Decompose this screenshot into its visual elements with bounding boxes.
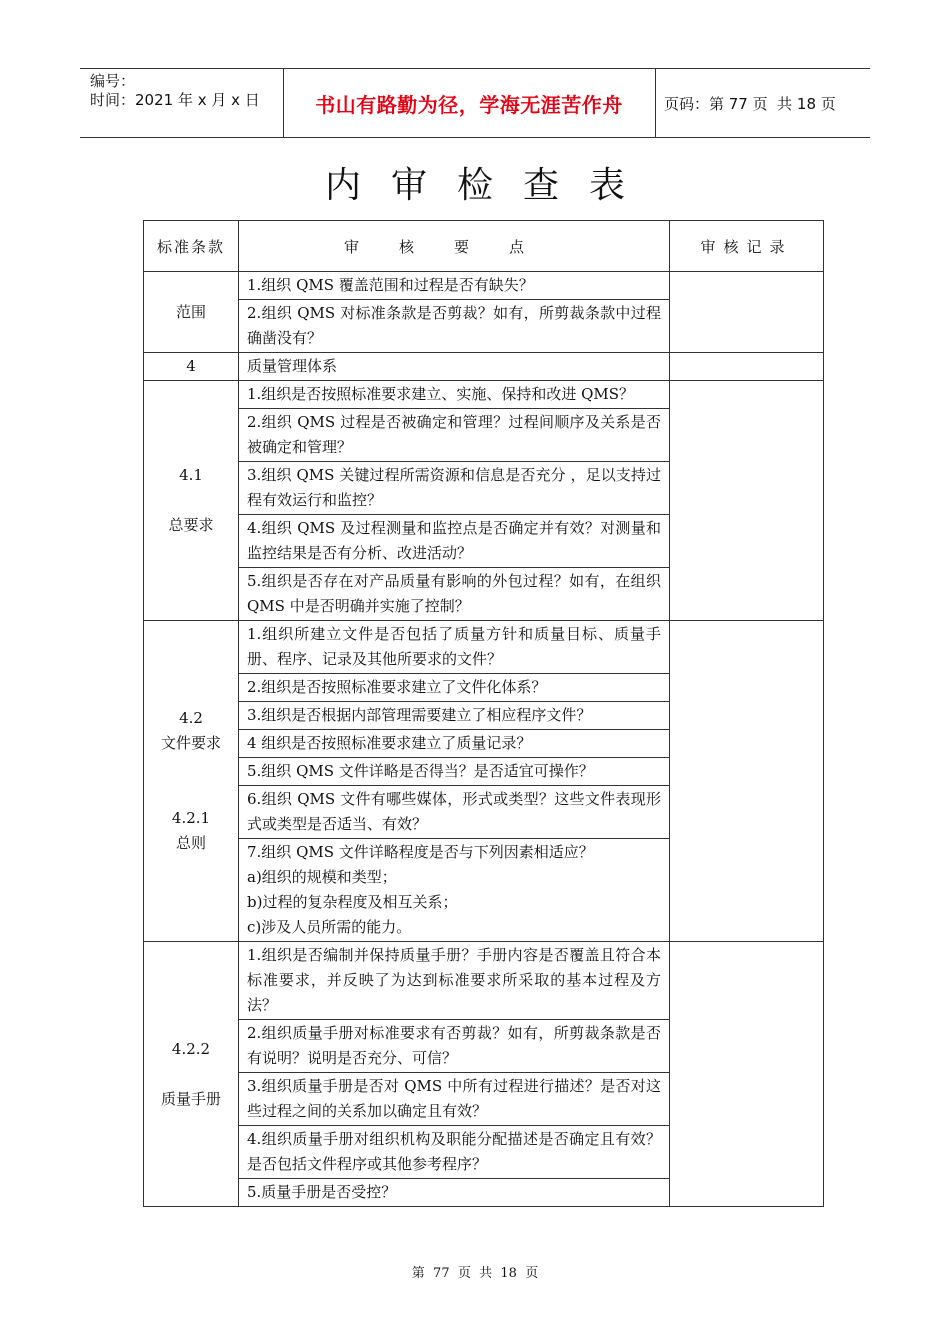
document-number-label: 编号： — [90, 72, 136, 90]
page-title: 内审检查表 — [324, 165, 655, 206]
audit-point-item: a)组织的规模和类型； — [247, 868, 397, 886]
audit-point: 2.组织 QMS 对标准条款是否剪裁？如有，所剪裁条款中过程确凿没有？ — [239, 300, 670, 353]
header-divider — [655, 69, 656, 137]
clause-cell: 范围 — [144, 272, 239, 353]
audit-point-item: c)涉及人员所需的能力。 — [247, 918, 412, 936]
audit-point: 2.组织是否按照标准要求建立了文件化体系？ — [239, 674, 670, 702]
audit-point: 4.组织质量手册对组织机构及职能分配描述是否确定且有效？是否包括文件程序或其他参考程序？ — [239, 1126, 670, 1179]
page-footer: 第 77 页 共 18 页 — [411, 1266, 539, 1281]
table-row — [144, 272, 824, 300]
clause-name: 文件要求 — [160, 734, 221, 752]
table-row — [144, 942, 824, 1020]
audit-point: 1.组织所建立文件是否包括了质量方针和质量目标、质量手册、程序、记录及其他所要求的文件？ — [239, 621, 670, 674]
header-clause: 标准条款 — [144, 221, 239, 272]
header-motto: 书山有路勤为径，学海无涯苦作舟 — [315, 92, 623, 117]
audit-point: 5.组织 QMS 文件详略是否得当？是否适宜可操作？ — [239, 758, 670, 786]
record-cell[interactable] — [670, 272, 824, 353]
header-audit-points: 审核要点 — [239, 221, 670, 272]
subclause-name: 总则 — [175, 834, 206, 852]
clause-cell — [144, 381, 239, 621]
record-cell[interactable] — [670, 621, 824, 942]
audit-point: 3.组织质量手册是否对 QMS 中所有过程进行描述？是否对这些过程之间的关系加以确定且有效？ — [239, 1073, 670, 1126]
clause-cell: 4 — [144, 353, 239, 381]
audit-point: 1.组织是否编制并保持质量手册？手册内容是否覆盖且符合本标准要求，并反映了为达到标准要求所采取的基本过程及方法？ — [239, 942, 670, 1020]
audit-point — [239, 839, 670, 942]
audit-point: 3.组织 QMS 关键过程所需资源和信息是否充分 ，足以支持过程有效运行和监控？ — [239, 462, 670, 515]
clause-cell — [144, 621, 239, 942]
audit-checklist-table — [143, 220, 824, 1207]
clause-number: 4.1 — [179, 466, 203, 484]
audit-point: 5.组织是否存在对产品质量有影响的外包过程？如有，在组织 QMS 中是否明确并实施了控制？ — [239, 568, 670, 621]
record-cell[interactable] — [670, 353, 824, 381]
audit-point: 4.组织 QMS 及过程测量和监控点是否确定并有效？对测量和监控结果是否有分析、改进活动？ — [239, 515, 670, 568]
header-meta — [90, 72, 282, 110]
record-cell[interactable] — [670, 942, 824, 1207]
header-page-number: 页码：第 77 页 共 18 页 — [664, 94, 836, 113]
header-audit-record: 审核记录 — [670, 221, 824, 272]
table-row — [144, 353, 824, 381]
audit-point: 1.组织 QMS 覆盖范围和过程是否有缺失？ — [239, 272, 670, 300]
audit-point: 2.组织 QMS 过程是否被确定和管理？过程间顺序及关系是否被确定和管理？ — [239, 409, 670, 462]
audit-point: 3.组织是否根据内部管理需要建立了相应程序文件？ — [239, 702, 670, 730]
clause-name: 总要求 — [168, 516, 214, 534]
audit-point: 1.组织是否按照标准要求建立、实施、保持和改进 QMS？ — [239, 381, 670, 409]
clause-name: 质量手册 — [160, 1089, 221, 1108]
audit-point-main: 7.组织 QMS 文件详略程度是否与下列因素相适应？ — [247, 843, 594, 861]
record-cell[interactable] — [670, 381, 824, 621]
clause-number: 4.2 — [179, 709, 203, 727]
table-row — [144, 621, 824, 674]
table-row — [144, 381, 824, 409]
table-header-row — [144, 221, 824, 272]
clause-cell — [144, 942, 239, 1207]
document-date-label: 时间：2021 年 x 月 x 日 — [90, 91, 260, 109]
page-header — [80, 68, 870, 138]
audit-point: 6.组织 QMS 文件有哪些媒体，形式或类型？这些文件表现形式或类型是否适当、有效？ — [239, 786, 670, 839]
audit-point: 质量管理体系 — [239, 353, 670, 381]
audit-point: 2.组织质量手册对标准要求有否剪裁？如有，所剪裁条款是否有说明？说明是否充分、可信？ — [239, 1020, 670, 1073]
clause-number: 4.2.2 — [171, 1039, 211, 1058]
audit-point: 5.质量手册是否受控？ — [239, 1179, 670, 1207]
audit-point: 4 组织是否按照标准要求建立了质量记录？ — [239, 730, 670, 758]
subclause-number: 4.2.1 — [171, 809, 211, 827]
audit-point-item: b)过程的复杂程度及相互关系； — [247, 893, 458, 911]
